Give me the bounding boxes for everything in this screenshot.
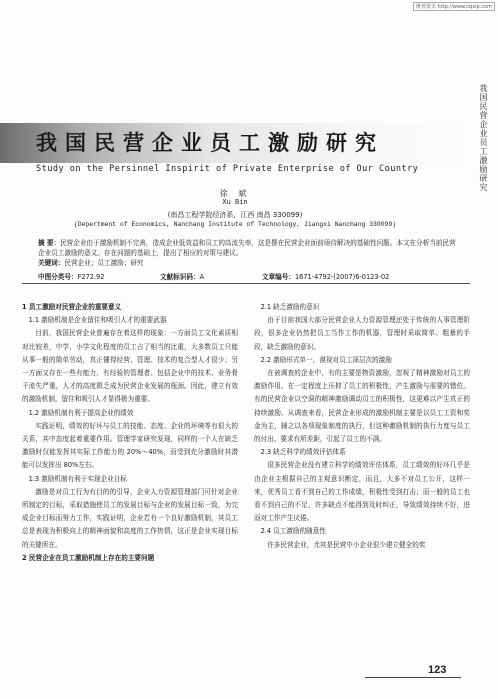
subsection-heading: 1.1 激励机制是企业留住和吸引人才的重要武器 <box>28 316 167 325</box>
article-no-value: 1671-4792-(2007)6-0123-02 <box>294 273 390 281</box>
right-column <box>254 301 470 552</box>
author-en: Xu Bin <box>222 199 248 207</box>
doc-code-label: 文献标识码： <box>160 273 200 281</box>
subsection-heading: 2.2 激励形式单一，漠视对员工深层次的激励 <box>260 355 392 364</box>
article-no-label: 文章编号： <box>262 273 295 281</box>
affiliation-en: (Depertment of Economics, Nanchang Institute of Technology, Jiangxi Nanchang 330099) <box>73 221 397 228</box>
english-title: Study on the Persinnel Inspirit of Private Enterprise of Our Country <box>36 164 419 174</box>
body-paragraph: 实践证明，绩效的好坏与员工的技能、态度、企业的环境等有很大的关系，其中态度起着重要作用。管理学家研究发现，同样的一个人在缺乏激励时仅能发挥其实际工作能力的 20%～40%，而受到充分激励时其潜能可以发挥出 80%左右。 <box>22 421 238 470</box>
footer-rule <box>365 677 461 678</box>
keywords: 民营企业；员工激励；研究 <box>64 259 144 267</box>
left-column <box>22 301 238 565</box>
affiliation-cn: (南昌工程学院经济系，江西 南昌 330099) <box>167 211 303 219</box>
clc-value: F272.92 <box>77 273 105 281</box>
clc-label: 中图分类号： <box>38 273 78 281</box>
article-no-field <box>262 271 389 281</box>
section-heading: 2 民营企业在员工激励机制上存在的主要问题 <box>22 553 155 562</box>
running-title-strip: 我国民营企业员工激励研究 <box>479 84 488 192</box>
doc-code-value: A <box>199 273 205 281</box>
body-paragraph: 许多民营企业，尤其是民营中小企业很少建立健全的奖 <box>267 540 426 549</box>
abstract-block <box>38 238 456 268</box>
author-cn: 徐 斌 <box>219 189 251 198</box>
keywords-label: 关键词： <box>38 259 65 267</box>
page-number: 123 <box>428 664 447 676</box>
body-paragraph: 由于目前我国大部分民营企业人力资源管理还处于传统的人事管理阶段，很多企业仍然把员工当作工作的机器，管理时采取简单、粗暴的手段，缺乏激励的意识。 <box>254 316 470 351</box>
source-watermark: 维普资讯 http://www.cqvip.com <box>413 2 495 11</box>
body-paragraph: 激励是对员工行为有目的的引导，企业人力资源管理部门可针对企业所制定的目标，采取措施使员工的发展目标与企业的发展目标一致，为完成企业目标而努力工作，实践证明，企业若有一个良好激励机制，其员工总是表现为积极向上的精神面貌和高度的工作热情，这正是企业实现目标的关键所在。 <box>22 487 238 549</box>
doc-code-field <box>160 271 204 281</box>
abstract-label: 摘 要： <box>38 239 61 247</box>
clc-field <box>38 271 104 281</box>
page-title: 我国民营企业员工激励研究 <box>36 130 384 155</box>
header-rule <box>22 283 470 284</box>
subsection-heading: 2.3 缺乏科学的绩效评估体系 <box>260 448 346 457</box>
body-paragraph: 目前，我国民营企业普遍存在着这样的现象：一方面员工文化素质相对比较差，中学、小学文化程度的员工占了相当的比重，大多数员工只能从事一般的简单劳动，真正懂得经营、管理、技术的复合型人才很少；另一方面又存在一些有能力、有经验的管理者、包括企业中的技术、业务骨干流失严重，人才的高度匮乏成为民营企业发展的瓶颈。因此，建立有效的激励机制，留住和吸引人才显得极为重要。 <box>22 329 238 404</box>
abstract-text: 民营企业由于激励机制不完善，造成企业低效益和员工的高流失率，这是摆在民营企业面前亟待解决的基础性问题。本文在分析当前民营企业员工激励的意义、存在问题的基础上，提出了相应的对策与建议。 <box>38 239 456 257</box>
subsection-heading: 1.3 激励机制有利于实现企业目标 <box>28 474 127 483</box>
subsection-heading: 1.2 激励机制有利于提高企业的绩效 <box>28 408 134 417</box>
body-paragraph: 在被调查的企业中，有的主要是物资激励，忽视了精神激励对员工的激励作用。在一定程度上压抑了员工的积极性，产生激励与需要的错位。有的民营企业以空洞的精神激励调动员工的积极性，这更难以产生真正的持续激励。从调查来看，民营企业形成的激励机制主要是以员工工资和奖金为主，辅之以各项现象制度的执行，但这种激励机制的执行力度与员工的付出、要求有所差距，引起了员工的不满。 <box>254 369 470 444</box>
subsection-heading: 2.1 缺乏激励的意识 <box>260 303 320 311</box>
subsection-heading: 2.4 员工激励的随意性 <box>260 527 326 536</box>
section-heading: 1 员工激励对民营企业的重要意义 <box>22 303 122 311</box>
body-paragraph: 很多民营企业没有建立科学的绩效评估体系，员工绩效的好坏几乎是由企业主根据自己的主观意识断定，而且，大多不对员工公开，这样一来，优秀员工看不到自己的工作成绩，积极性受到打击；而一般的员工也看不到自己的不足，许多缺点不能得到及时纠正，导致绩效持续不好，进而对工作产生厌倦。 <box>254 461 470 523</box>
